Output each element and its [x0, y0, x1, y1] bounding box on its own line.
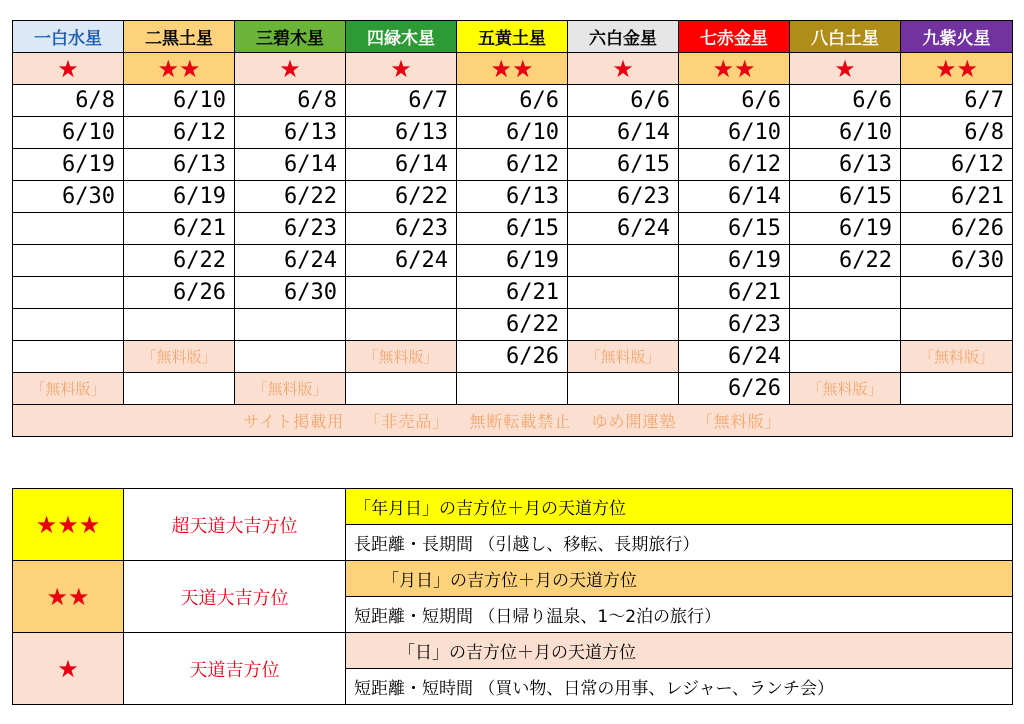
date-cell: 6/15 [790, 181, 901, 213]
date-cell: 6/26 [901, 213, 1013, 245]
date-cell [901, 373, 1013, 405]
date-cell: 6/12 [901, 149, 1013, 181]
date-cell: 6/24 [346, 245, 457, 277]
date-cell: 6/21 [679, 277, 790, 309]
date-cell: 6/6 [568, 85, 679, 117]
date-cell: 6/22 [124, 245, 235, 277]
legend-row [13, 561, 1013, 597]
header-row [13, 21, 1013, 53]
date-cell: 6/10 [790, 117, 901, 149]
date-cell [346, 373, 457, 405]
legend-row [13, 489, 1013, 525]
date-cell [790, 309, 901, 341]
star-header: 七赤金星 [679, 21, 790, 53]
date-cell: 6/22 [457, 309, 568, 341]
date-row [13, 117, 1013, 149]
date-cell: 6/19 [457, 245, 568, 277]
legend-description: 「月日」の吉方位＋月の天道方位 [346, 561, 1013, 597]
date-cell: 6/15 [679, 213, 790, 245]
date-cell [346, 309, 457, 341]
date-cell [124, 309, 235, 341]
date-cell: 6/12 [457, 149, 568, 181]
date-cell: 6/23 [346, 213, 457, 245]
star-header: 一白水星 [13, 21, 124, 53]
date-row [13, 245, 1013, 277]
date-cell [13, 245, 124, 277]
date-cell: 6/21 [124, 213, 235, 245]
rank-stars: ★★ [124, 53, 235, 85]
rank-stars: ★★ [901, 53, 1013, 85]
date-cell: 6/26 [124, 277, 235, 309]
legend-name: 超天道大吉方位 [124, 489, 346, 561]
rank-stars: ★★ [457, 53, 568, 85]
date-cell: 6/22 [346, 181, 457, 213]
date-cell [457, 373, 568, 405]
legend-stars: ★ [13, 633, 124, 705]
date-row [13, 373, 1013, 405]
date-cell: 6/21 [901, 181, 1013, 213]
date-table [12, 20, 1013, 437]
date-cell: 6/24 [235, 245, 346, 277]
legend-detail: 長距離・長期間 （引越し、移転、長期旅行） [346, 525, 1013, 561]
date-cell [790, 277, 901, 309]
legend-description: 「年月日」の吉方位＋月の天道方位 [346, 489, 1013, 525]
star-header: 六白金星 [568, 21, 679, 53]
date-cell: 6/13 [235, 117, 346, 149]
date-cell: 6/13 [457, 181, 568, 213]
free-version-label: 「無料版」 [790, 373, 901, 405]
date-row [13, 85, 1013, 117]
date-cell: 6/24 [679, 341, 790, 373]
date-cell [235, 309, 346, 341]
date-cell: 6/14 [346, 149, 457, 181]
rank-stars: ★ [13, 53, 124, 85]
star-header: 五黄土星 [457, 21, 568, 53]
date-cell: 6/30 [235, 277, 346, 309]
rank-stars: ★ [346, 53, 457, 85]
date-cell: 6/14 [568, 117, 679, 149]
legend-detail: 短距離・短時間 （買い物、日常の用事、レジャー、ランチ会） [346, 669, 1013, 705]
free-version-label: 「無料版」 [346, 341, 457, 373]
date-cell [235, 341, 346, 373]
date-cell: 6/23 [679, 309, 790, 341]
date-cell: 6/12 [124, 117, 235, 149]
legend-table [12, 488, 1013, 705]
date-cell [901, 309, 1013, 341]
date-cell [568, 245, 679, 277]
banner-text: サイト掲載用 「非売品」 無断転載禁止 ゆめ開運塾 「無料版」 [13, 405, 1013, 437]
date-cell: 6/24 [568, 213, 679, 245]
free-version-label: 「無料版」 [901, 341, 1013, 373]
free-version-label: 「無料版」 [568, 341, 679, 373]
legend-row [13, 633, 1013, 669]
date-cell: 6/26 [679, 373, 790, 405]
date-cell: 6/19 [13, 149, 124, 181]
date-cell [568, 373, 679, 405]
star-header: 八白土星 [790, 21, 901, 53]
rank-stars: ★★ [679, 53, 790, 85]
date-cell: 6/10 [679, 117, 790, 149]
date-cell: 6/23 [568, 181, 679, 213]
date-cell: 6/13 [790, 149, 901, 181]
date-cell: 6/6 [679, 85, 790, 117]
date-cell: 6/30 [901, 245, 1013, 277]
date-row [13, 277, 1013, 309]
date-cell [790, 341, 901, 373]
date-cell: 6/15 [457, 213, 568, 245]
date-cell: 6/10 [124, 85, 235, 117]
date-cell: 6/10 [457, 117, 568, 149]
date-cell [346, 277, 457, 309]
date-cell: 6/6 [457, 85, 568, 117]
legend-name: 天道吉方位 [124, 633, 346, 705]
date-cell: 6/15 [568, 149, 679, 181]
date-cell [13, 213, 124, 245]
star-header: 四緑木星 [346, 21, 457, 53]
date-cell: 6/6 [790, 85, 901, 117]
date-cell [901, 277, 1013, 309]
date-cell: 6/26 [457, 341, 568, 373]
date-row [13, 149, 1013, 181]
date-cell: 6/7 [901, 85, 1013, 117]
date-cell: 6/12 [679, 149, 790, 181]
date-row [13, 309, 1013, 341]
date-cell: 6/19 [679, 245, 790, 277]
date-cell: 6/13 [124, 149, 235, 181]
date-row [13, 213, 1013, 245]
date-cell [568, 309, 679, 341]
free-version-label: 「無料版」 [235, 373, 346, 405]
date-cell: 6/7 [346, 85, 457, 117]
legend-stars: ★★★ [13, 489, 124, 561]
date-cell: 6/23 [235, 213, 346, 245]
legend-description: 「日」の吉方位＋月の天道方位 [346, 633, 1013, 669]
star-header: 九紫火星 [901, 21, 1013, 53]
date-cell [13, 341, 124, 373]
date-cell: 6/13 [346, 117, 457, 149]
date-cell: 6/22 [235, 181, 346, 213]
rank-stars: ★ [235, 53, 346, 85]
date-cell [124, 373, 235, 405]
legend-name: 天道大吉方位 [124, 561, 346, 633]
date-cell [13, 309, 124, 341]
free-version-label: 「無料版」 [13, 373, 124, 405]
date-cell: 6/10 [13, 117, 124, 149]
date-row [13, 341, 1013, 373]
date-cell: 6/21 [457, 277, 568, 309]
date-row [13, 181, 1013, 213]
star-header: 二黒土星 [124, 21, 235, 53]
date-cell: 6/8 [235, 85, 346, 117]
legend-stars: ★★ [13, 561, 124, 633]
date-cell [568, 277, 679, 309]
date-cell: 6/19 [124, 181, 235, 213]
date-cell: 6/14 [235, 149, 346, 181]
free-version-label: 「無料版」 [124, 341, 235, 373]
date-cell: 6/8 [901, 117, 1013, 149]
rank-row [13, 53, 1013, 85]
date-cell: 6/8 [13, 85, 124, 117]
date-cell: 6/14 [679, 181, 790, 213]
legend-detail: 短距離・短期間 （日帰り温泉、1～2泊の旅行） [346, 597, 1013, 633]
date-cell: 6/22 [790, 245, 901, 277]
banner-row [13, 405, 1013, 437]
rank-stars: ★ [790, 53, 901, 85]
date-cell: 6/30 [13, 181, 124, 213]
star-header: 三碧木星 [235, 21, 346, 53]
date-cell: 6/19 [790, 213, 901, 245]
date-cell [13, 277, 124, 309]
rank-stars: ★ [568, 53, 679, 85]
